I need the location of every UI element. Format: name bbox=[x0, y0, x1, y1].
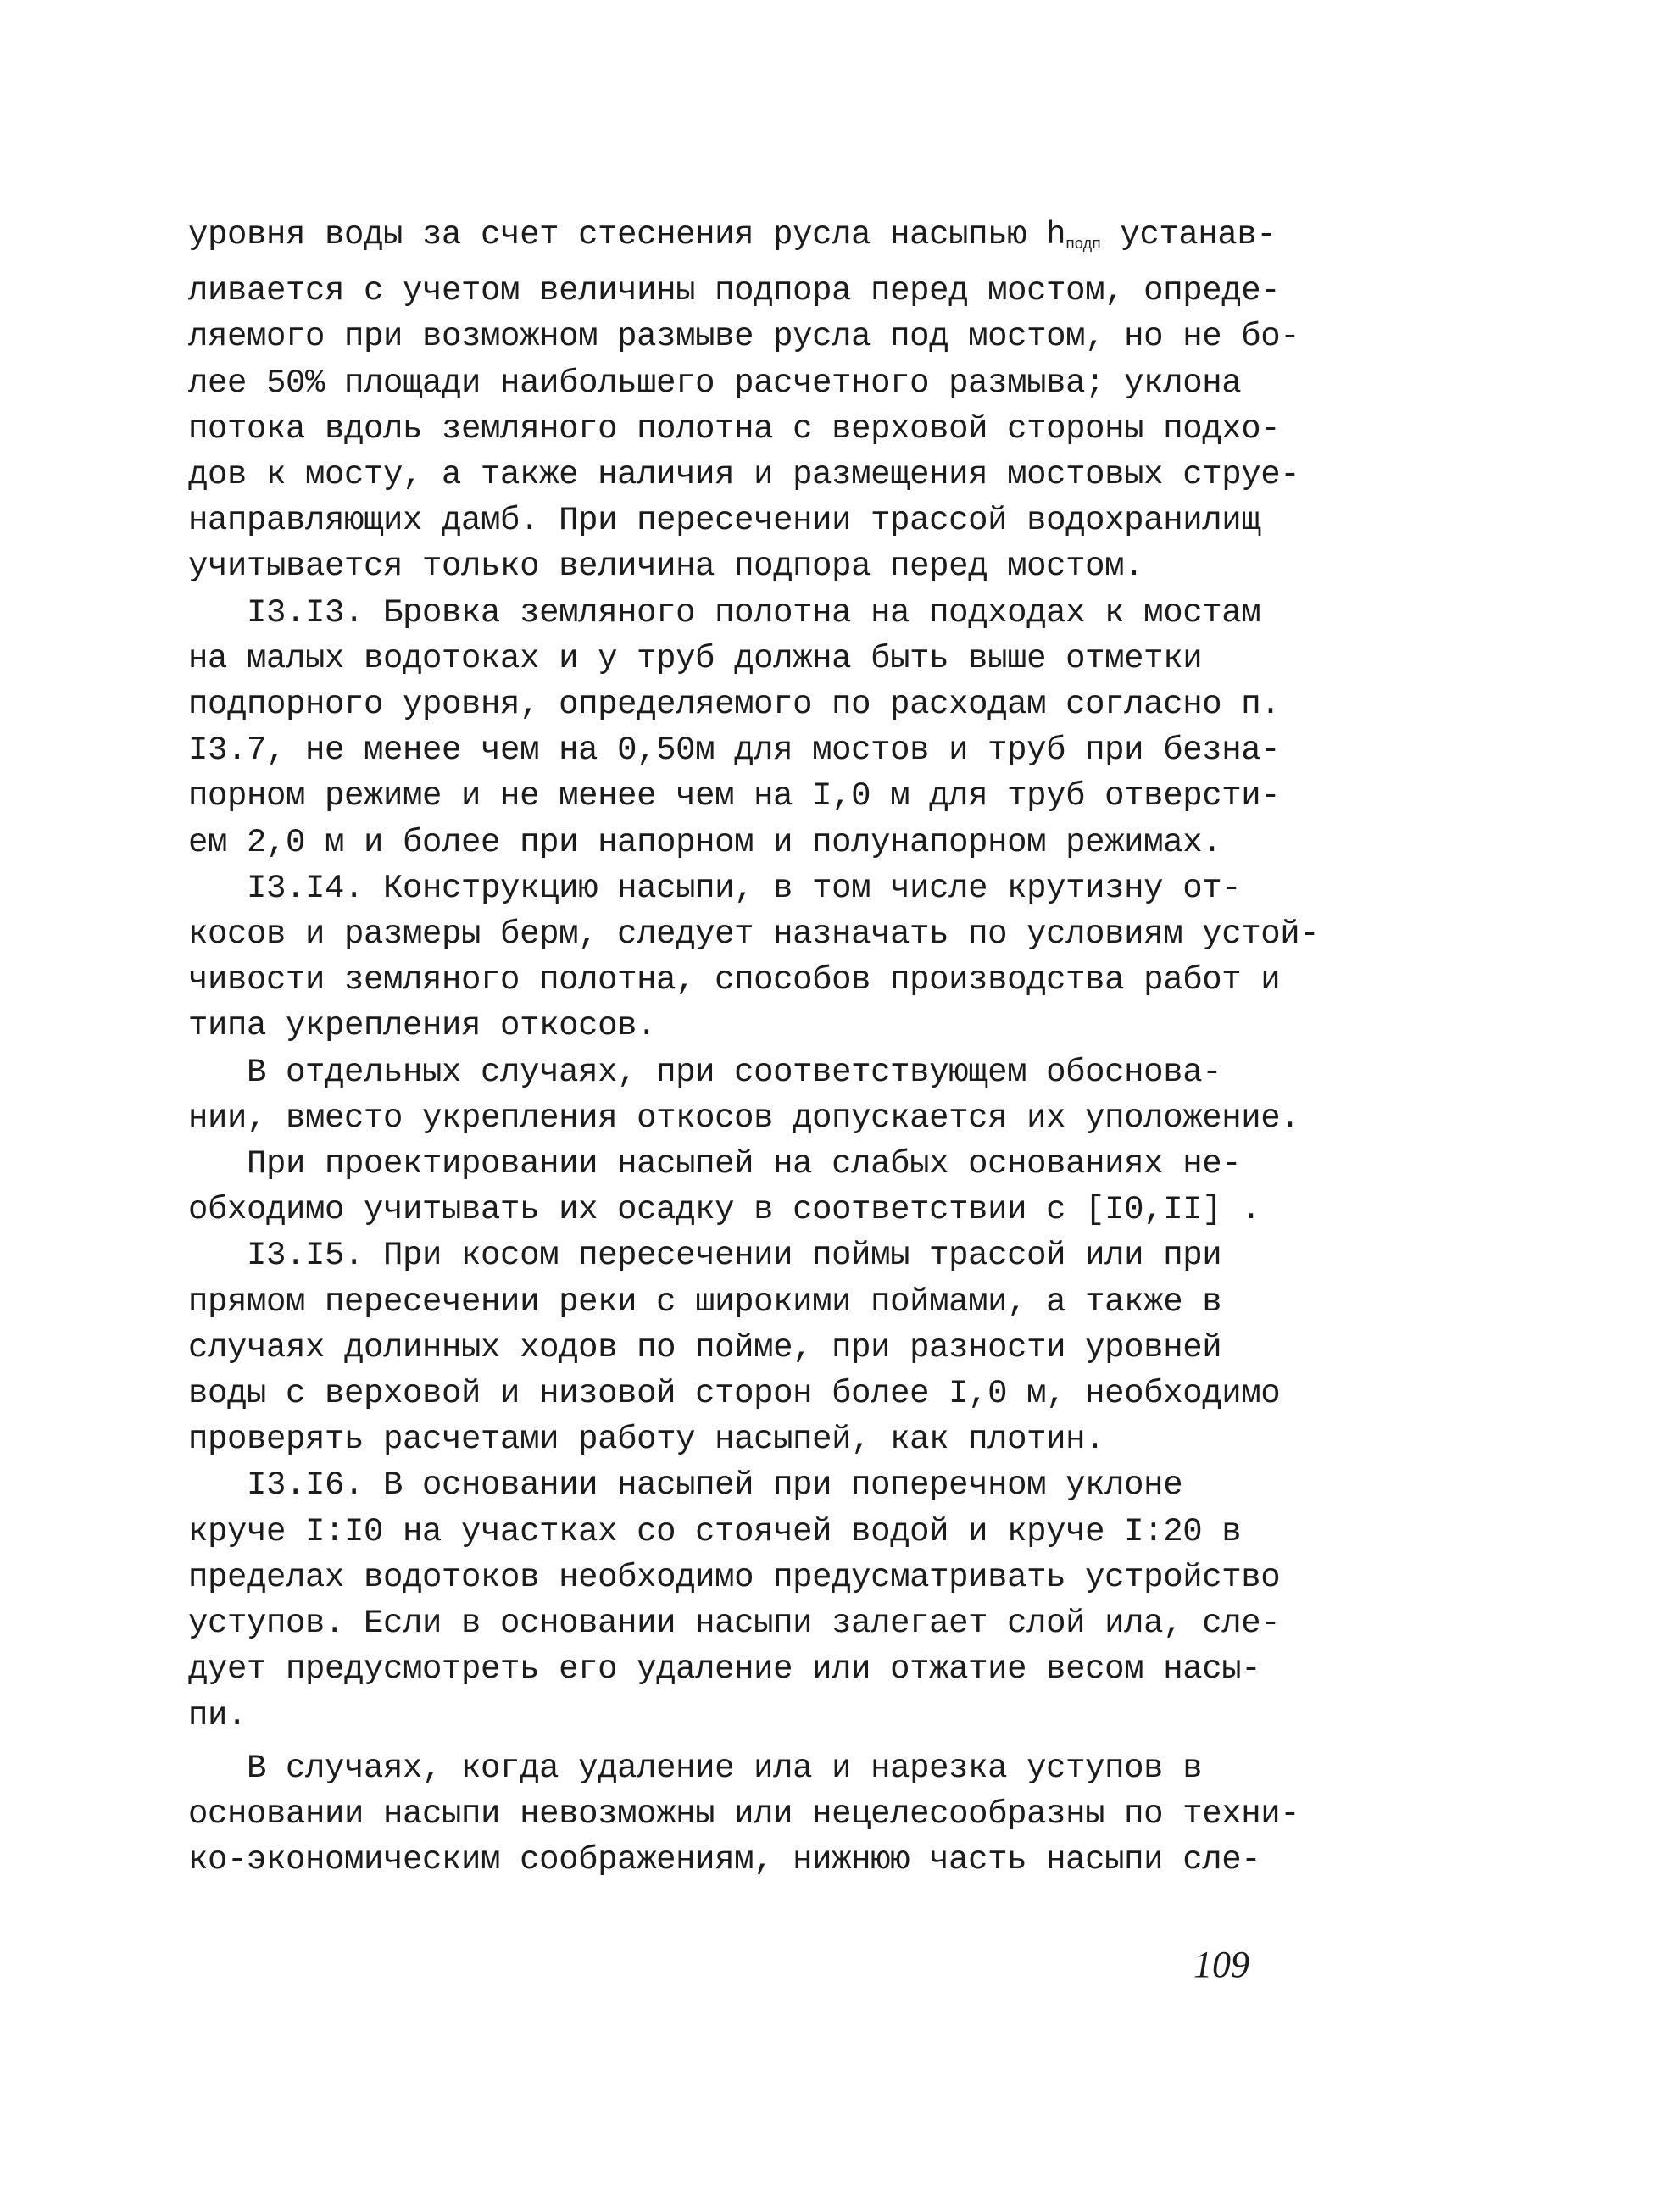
section-13-15-line: I3.I5. При косом пересечении поймы трассой или при bbox=[188, 1237, 1222, 1275]
text-line: прямом пересечении реки с широкими поймами, а также в bbox=[188, 1283, 1222, 1321]
text-line: В отдельных случаях, при соответствующем обоснова- bbox=[188, 1053, 1222, 1091]
subscript: подп bbox=[1065, 236, 1101, 253]
text-line: При проектировании насыпей на слабых основаниях не- bbox=[188, 1145, 1242, 1183]
text-line: ко-экономическим соображениям, нижнюю часть насыпи сле- bbox=[188, 1841, 1261, 1879]
text-line: типа укрепления откосов. bbox=[188, 1007, 657, 1045]
text-line: воды с верховой и низовой сторон более I,0 м, необходимо bbox=[188, 1375, 1281, 1413]
text-line: подпорного уровня, определяемого по расходам согласно п. bbox=[188, 686, 1281, 724]
text-line: нии, вместо укрепления откосов допускается их уположение. bbox=[188, 1099, 1300, 1137]
text-line: пи. bbox=[188, 1696, 248, 1734]
text-line: дует предусмотреть его удаление или отжатие весом насы- bbox=[188, 1650, 1261, 1689]
text-line: обходимо учитывать их осадку в соответствии с [I0,II] . bbox=[188, 1191, 1261, 1229]
paragraph-gap bbox=[188, 1739, 1307, 1745]
text-line: лее 50% площади наибольшего расчетного размыва; уклона bbox=[188, 364, 1242, 402]
page-number: 109 bbox=[1193, 1944, 1249, 1985]
text-line: ем 2,0 м и более при напорном и полунапорном режимах. bbox=[188, 823, 1222, 861]
text-line: на малых водотоках и у труб должна быть выше отметки bbox=[188, 639, 1203, 677]
text-line: проверять расчетами работу насыпей, как плотин. bbox=[188, 1421, 1105, 1459]
section-13-13-line: I3.I3. Бровка земляного полотна на подходах к мостам bbox=[188, 593, 1261, 632]
text-line: ливается с учетом величины подпора перед мостом, опреде- bbox=[188, 272, 1281, 310]
text-line: учитывается только величина подпора перед мостом. bbox=[188, 548, 1144, 586]
text-line: случаях долинных ходов по пойме, при разности уровней bbox=[188, 1328, 1222, 1366]
text-line: направляющих дамб. При пересечении трассой водохранилищ bbox=[188, 502, 1261, 540]
text-line: уступов. Если в основании насыпи залегает слой ила, сле- bbox=[188, 1605, 1281, 1643]
body-text bbox=[188, 212, 1320, 1883]
text-line: косов и размеры берм, следует назначать по условиям устой- bbox=[188, 915, 1320, 954]
text-line: В случаях, когда удаление ила и нарезка уступов в bbox=[188, 1749, 1203, 1787]
text-line: I3.7, не менее чем на 0,50м для мостов и труб при безна- bbox=[188, 732, 1281, 770]
text-line: порном режиме и не менее чем на I,0 м для труб отверсти- bbox=[188, 777, 1281, 815]
section-13-14-line: I3.I4. Конструкцию насыпи, в том числе крутизну от- bbox=[188, 869, 1242, 907]
text-line: основании насыпи невозможны или нецелесообразны по техни- bbox=[188, 1794, 1300, 1833]
text-line: потока вдоль земляного полотна с верховой стороны подхо- bbox=[188, 409, 1281, 448]
text-line: уровня воды за счет стеснения русла насыпью $h_{подп}$ устанав- bbox=[188, 216, 1277, 253]
text-line: круче I:I0 на участках со стоячей водой и круче I:20 в bbox=[188, 1512, 1242, 1550]
text-line: чивости земляного полотна, способов производства работ и bbox=[188, 961, 1281, 999]
text-line: дов к мосту, а также наличия и размещения мостовых струе- bbox=[188, 456, 1300, 494]
text-line: ляемого при возможном размыве русла под мостом, но не бо- bbox=[188, 318, 1300, 356]
section-13-16-line: I3.I6. В основании насыпей при поперечном уклоне bbox=[188, 1466, 1183, 1505]
text-line: пределах водотоков необходимо предусматривать устройство bbox=[188, 1558, 1281, 1596]
